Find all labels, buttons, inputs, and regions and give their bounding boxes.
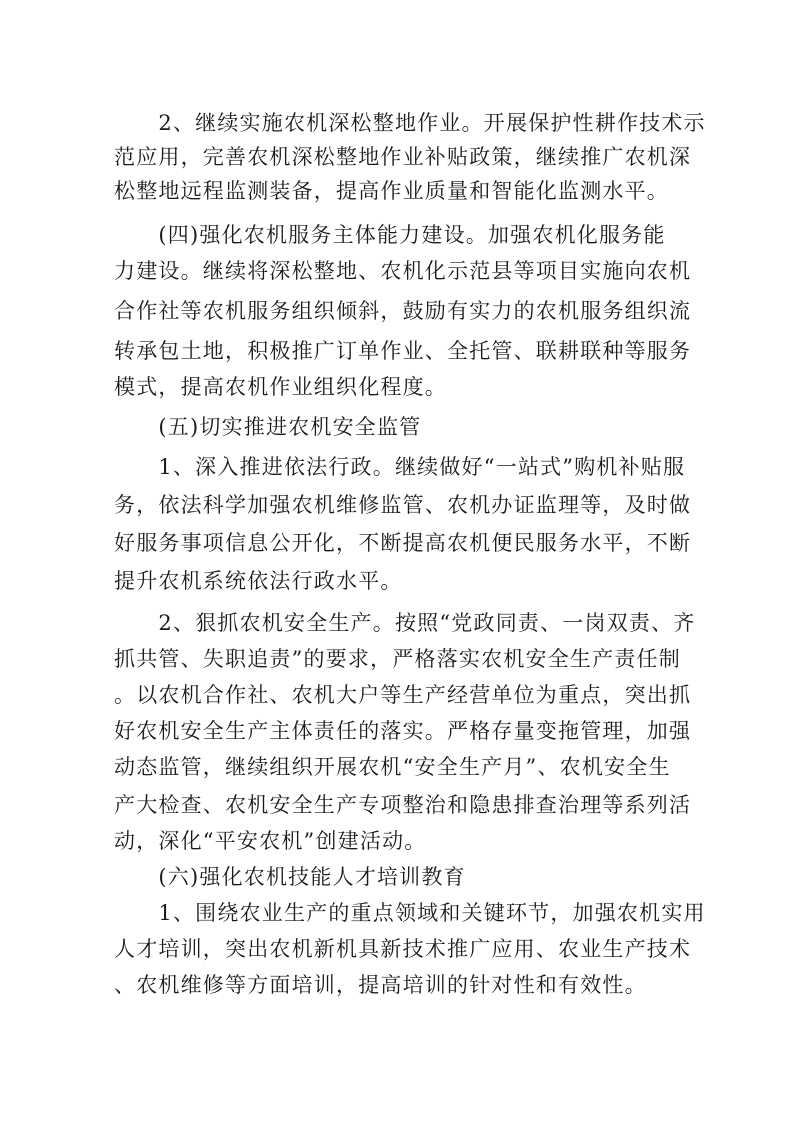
text-line: 1、深入推进依法行政。继续做好“一站式”购机补贴服 [114, 455, 686, 479]
text-line: 合作社等农机服务组织倾斜，鼓励有实力的农机服务组织流 [114, 299, 692, 323]
text-line: 动态监管，继续组织开展农机“安全生产月”、农机安全生 [114, 755, 671, 779]
text-line: 松整地远程监测装备，提高作业质量和智能化监测水平。 [114, 179, 669, 203]
text-line: 动，深化“平安农机”创建活动。 [114, 829, 427, 853]
text-line: 。以农机合作社、农机大户等生产经营单位为重点，突出抓 [114, 683, 692, 707]
text-line: 人才培训，突出农机新机具新技术推广应用、农业生产技术 [114, 937, 692, 961]
section-heading: (六)强化农机技能人才培训教育 [114, 865, 466, 889]
text-line: 模式，提高农机作业组织化程度。 [114, 375, 447, 399]
section-heading: (五)切实推进农机安全监管 [114, 415, 422, 439]
text-line: (四)强化农机服务主体能力建设。加强农机化服务能 [114, 223, 666, 247]
text-line: 产大检查、农机安全生产专项整治和隐患排查治理等系列活 [114, 793, 692, 817]
text-line: 好农机安全生产主体责任的落实。严格存量变拖管理，加强 [114, 719, 692, 743]
text-line: 范应用，完善农机深松整地作业补贴政策，继续推广农机深 [114, 145, 692, 169]
text-line: 2、继续实施农机深松整地作业。开展保护性耕作技术示 [114, 111, 706, 135]
text-line: 务，依法科学加强农机维修监管、农机办证监理等，及时做 [114, 493, 692, 517]
text-line: 抓共管、失职追责”的要求，严格落实农机安全生产责任制 [114, 647, 681, 671]
text-line: 、农机维修等方面培训，提高培训的针对性和有效性。 [114, 973, 647, 997]
text-line: 2、狠抓农机安全生产。按照“党政同责、一岗双责、齐 [114, 611, 696, 635]
text-line: 力建设。继续将深松整地、农机化示范县等项目实施向农机 [114, 259, 692, 283]
text-line: 1、围绕农业生产的重点领域和关键环节，加强农机实用 [114, 901, 706, 925]
text-line: 转承包土地，积极推广订单作业、全托管、联耕联种等服务 [114, 339, 692, 363]
text-line: 好服务事项信息公开化，不断提高农机便民服务水平，不断 [114, 531, 692, 555]
text-line: 提升农机系统依法行政水平。 [114, 569, 403, 593]
